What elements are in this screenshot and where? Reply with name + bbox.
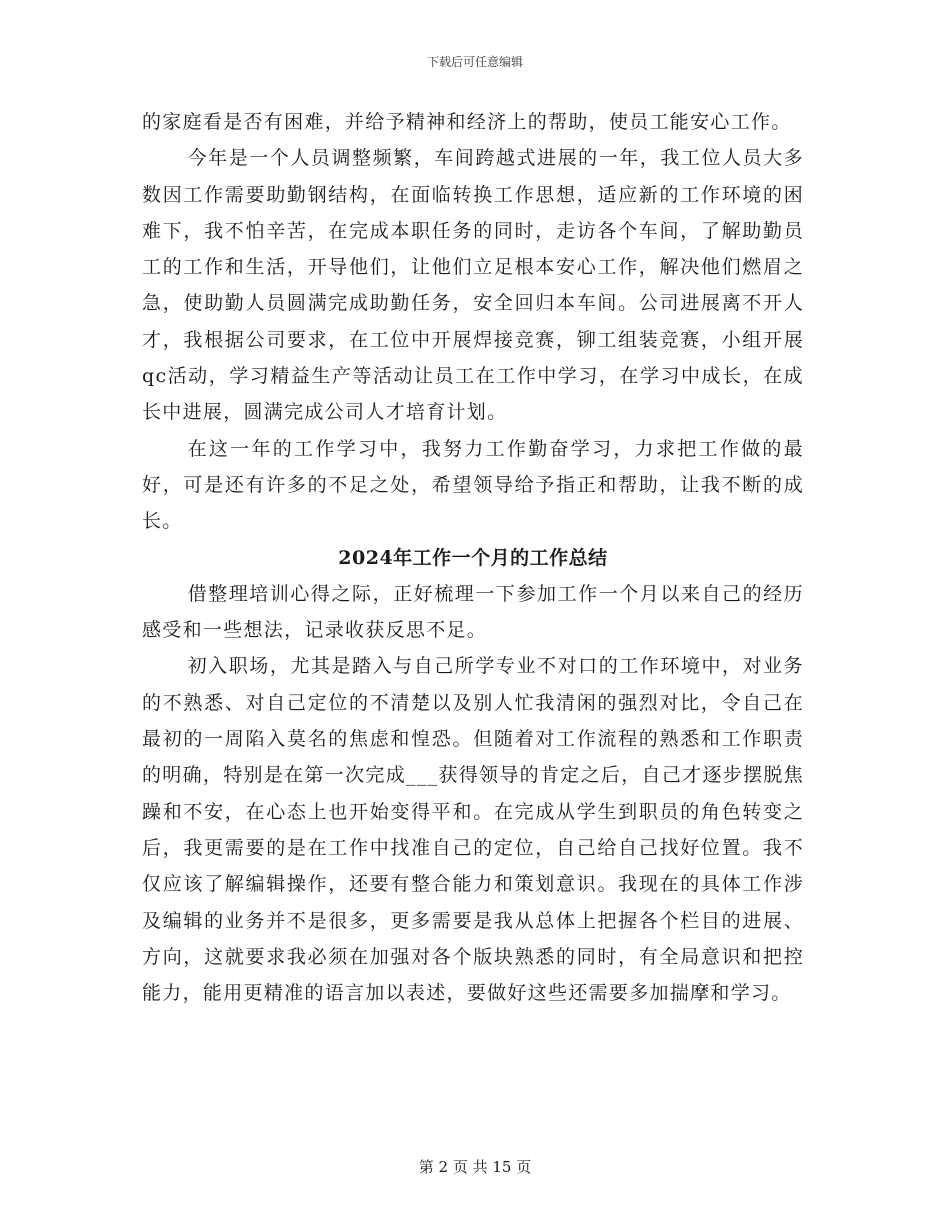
document-body xyxy=(142,104,804,1011)
section-title: 2024年工作一个月的工作总结 xyxy=(338,546,608,569)
paragraph-continuation: 的家庭看是否有困难，并给予精神和经济上的帮助，使员工能安心工作。 xyxy=(142,111,792,133)
paragraph-year-review: 今年是一个人员调整频繁，车间跨越式进展的一年，我工位人员大多数因工作需要助勤钢结构，在面临转换工作思想，适应新的工作环境的困难下，我不怕辛苦，在完成本职任务的同时，走访各个车间，了解助勤员工的工作和生活，开导他们，让他们立足根本安心工作，解决他们燃眉之急，使助勤人员圆满完成助勤任务，安全回归本车间。公司进展离不开人才，我根据公司要求，在工位中开展焊接竞赛，铆工组装竞赛，小组开展qc活动，学习精益生产等活动让员工在工作中学习，在学习中成长，在成长中进展，圆满完成公司人才培育计划。 xyxy=(142,147,804,424)
paragraph-closing: 在这一年的工作学习中，我努力工作勤奋学习，力求把工作做的最好，可是还有许多的不足之处，希望领导给予指正和帮助，让我不断的成长。 xyxy=(142,437,804,533)
page-number: 第 2 页 共 15 页 xyxy=(418,1158,532,1176)
paragraph-first-month: 初入职场，尤其是踏入与自己所学专业不对口的工作环境中，对业务的不熟悉、对自己定位的不清楚以及别人忙我清闲的强烈对比，令自己在最初的一周陷入莫名的焦虑和惶恐。但随着对工作流程的熟悉和工作职责的明确，特别是在第一次完成___获得领导的肯定之后，自己才逐步摆脱焦躁和不安，在心态上也开始变得平和。在完成从学生到职员的角色转变之后，我更需要的是在工作中找准自己的定位，自己给自己找好位置。我不仅应该了解编辑操作，还要有整合能力和策划意识。我现在的具体工作涉及编辑的业务并不是很多，更多需要是我从总体上把握各个栏目的进展、方向，这就要求我必须在加强对各个版块熟悉的同时，有全局意识和把控能力，能用更精准的语言加以表述，要做好这些还需要多加揣摩和学习。 xyxy=(142,655,804,1005)
paragraph-intro: 借整理培训心得之际，正好梳理一下参加工作一个月以来自己的经历感受和一些想法，记录收获反思不足。 xyxy=(142,582,804,642)
page-header: 下载后可任意编辑 xyxy=(426,55,523,69)
